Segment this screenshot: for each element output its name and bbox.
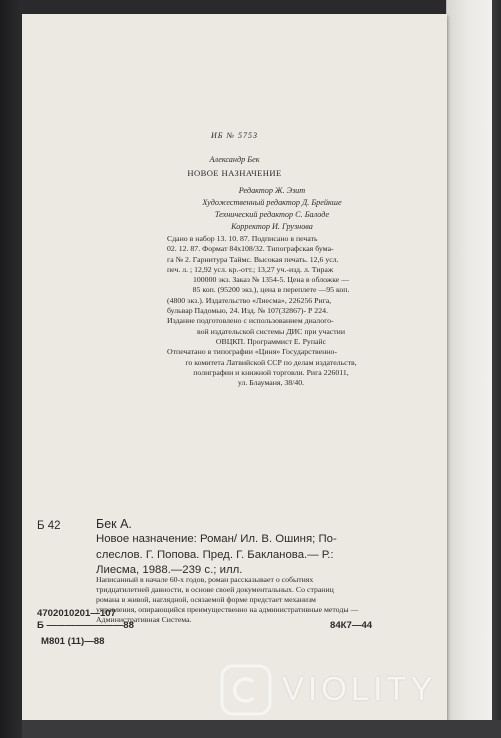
imprint-author: Александр Бек	[209, 155, 260, 164]
imprint-line: Отпечатано в типографии «Циня» Государственно-	[167, 347, 337, 357]
catalog-code: Б 42	[37, 520, 61, 532]
imprint-line: 85 коп. (95200 экз.), цена в переплете —95 коп.	[192, 285, 350, 295]
watermark	[218, 660, 498, 720]
watermark-text: VIOLITY	[282, 670, 437, 707]
catalog-dash-line: Б ————————88	[37, 620, 134, 631]
imprint-line: Издание подготовлено с использованием диалого-	[167, 316, 334, 326]
catalog-line: Лиесма, 1988.—239 с.; илл.	[96, 564, 243, 576]
imprint-line: ОВЦКП. Программист Е. Рупайс	[215, 336, 327, 346]
imprint-line: печ. л. ; 12,92 усл. кр.-отт.; 13,27 уч.-изд. л. Тираж	[167, 264, 334, 274]
annotation-line: Административная Система.	[96, 615, 192, 625]
imprint-title: НОВОЕ НАЗНАЧЕНИЕ	[187, 168, 282, 178]
annotation-line: управления, опирающийся преимущественно на административные методы —	[96, 605, 359, 615]
imprint-block	[167, 234, 375, 388]
staff-tech-editor: Технический редактор С. Балоде	[214, 210, 330, 219]
catalog-author: Бек А.	[96, 517, 132, 531]
imprint-line: го комитета Латвийской ССР по делам издательств,	[185, 357, 357, 367]
imprint-line: 100000 экз. Заказ № 1354-5. Цена в обложке —	[192, 275, 349, 285]
background-left	[0, 0, 22, 738]
imprint-line: полиграфии и книжной торговли. Рига 226011,	[193, 367, 349, 377]
catalog-m-line: М801 (11)—88	[41, 636, 105, 647]
ib-number: ИБ № 5753	[210, 131, 259, 140]
background-right	[492, 0, 501, 738]
staff-editor: Редактор Ж. Эзит	[238, 186, 306, 195]
staff-art-editor: Художественный редактор Д. Брейкше	[202, 198, 342, 207]
imprint-line: вой издательской системы ДИС при участии	[196, 326, 346, 336]
bottom-shadow	[22, 720, 501, 738]
catalog-number: 4702010201—107	[37, 608, 116, 619]
violity-logo-icon	[218, 662, 274, 718]
imprint-line: бульвар Падомью, 24. Изд. № 107(32867)- Р 224.	[167, 306, 328, 316]
imprint-line: 02. 12. 87. Формат 84x108/32. Типографская бума-	[167, 244, 334, 254]
imprint-line: га № 2. Гарнитура Таймс. Высокая печать. 12,6 усл.	[167, 254, 339, 264]
catalog-description	[96, 532, 414, 579]
bbk-code: 84К7—44	[330, 620, 373, 631]
imprint-line: Сдано в набор 13. 10. 87. Подписано в печать	[167, 234, 318, 243]
staff-proofreader: Корректор И. Грузнова	[231, 222, 313, 231]
imprint-line: (4800 экз.). Издательство «Лиесма», 226256 Рига,	[167, 295, 332, 305]
catalog-line: слеслов. Г. Попова. Пред. Г. Бакланова.— Р.:	[96, 548, 334, 561]
annotation-line: тридцатилетней давности, в основе своей документальных. Со страниц	[96, 585, 334, 595]
catalog-annotation	[96, 575, 414, 625]
imprint-line: ул. Блауманя, 38/40.	[237, 378, 305, 388]
catalog-line: Новое назначение: Роман/ Ил. В. Ошиня; По-	[96, 533, 337, 545]
annotation-line: романа в живой, наглядной, осязаемой форме предстает механизм	[96, 595, 316, 605]
annotation-line: Написанный в начале 60-х годов, роман рассказывает о событиях	[96, 575, 314, 584]
